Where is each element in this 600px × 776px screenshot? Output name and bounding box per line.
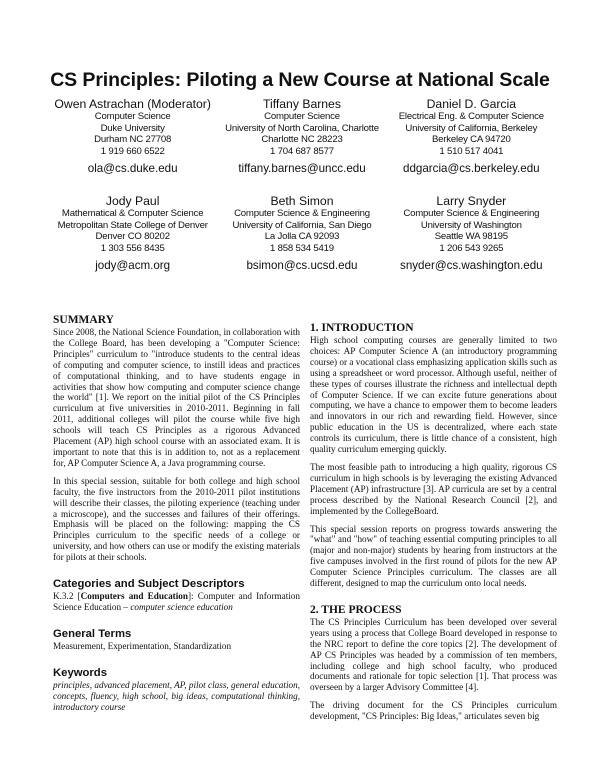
author-dept: Electrical Eng. & Computer Science bbox=[398, 111, 544, 122]
author-institution: University of Washington bbox=[420, 219, 522, 231]
process-paragraph: The CS Principles Curriculum has been developed over several years using a process that College Board developed in response to the NRC report to define the core topics [2]. The development of AP CS Principles was headed by a commission of ten members, including college and high school faculty, who produced documents and rationale for topic selection [1]. That process was overseen by a larger Advisory Committee [4]. bbox=[310, 616, 557, 693]
keywords-text: principles, advanced placement, AP, pilot class, general education, concepts, fluency, high school, big ideas, computational thinking, introductory course bbox=[53, 679, 300, 712]
keywords-heading: Keywords bbox=[53, 666, 107, 679]
right-column bbox=[310, 314, 557, 729]
author-block bbox=[48, 194, 217, 273]
author-block bbox=[217, 194, 386, 273]
categories-heading: Categories and Subject Descriptors bbox=[53, 578, 245, 591]
author-name: Daniel D. Garcia bbox=[426, 97, 517, 111]
author-email: ola@cs.duke.edu bbox=[87, 162, 178, 175]
author-address: Durham NC 27708 bbox=[94, 134, 172, 145]
author-address: Berkeley CA 94720 bbox=[431, 134, 511, 145]
author-phone: 1 858 534 5419 bbox=[270, 242, 334, 254]
author-phone: 1 206 543 9265 bbox=[439, 242, 504, 254]
author-email: jody@acm.org bbox=[95, 259, 171, 272]
author-institution: Metropolitan State College of Denver bbox=[57, 219, 208, 231]
author-block bbox=[387, 194, 556, 273]
author-name: Beth Simon bbox=[270, 194, 334, 208]
introduction-paragraph: High school computing courses are generally limited to two choices: AP Computer Science A (an introductory programming course) or a vocational class emphasizing application skills such as using a spreadsheet or word processor. Although useful, neither of these types of courses illustrate the richness and intellectual depth of Computer Science. If we can excite future generations about computing, we have a chance to empower them to become leaders and innovators in our rich and rewarding field. However, since public education in the US is decentralized, where each state controls its curriculum, there is little chance of a consistent, high quality curriculum emerging quickly. bbox=[310, 335, 557, 455]
general-terms-text: Measurement, Experimentation, Standardization bbox=[53, 640, 232, 651]
author-phone: 1 919 660 6522 bbox=[100, 145, 165, 157]
author-address: Seattle WA 98195 bbox=[434, 231, 508, 242]
categories-text: K.3.2 [Computers and Education]: Computer and Information Science Education – computer science education bbox=[53, 591, 300, 612]
author-block bbox=[217, 97, 386, 176]
author-address: La Jolla CA 92093 bbox=[264, 231, 340, 242]
author-dept: Mathematical & Computer Science bbox=[61, 208, 204, 219]
author-name: Owen Astrachan (Moderator) bbox=[54, 97, 211, 111]
author-institution: University of California, Berkeley bbox=[405, 122, 538, 134]
author-row-1 bbox=[48, 97, 556, 176]
introduction-paragraph: The most feasible path to introducing a high quality, rigorous CS curriculum in high schools is by leveraging the existing Advanced Placement (AP) infrastructure [3]. AP curricula are set by a central process described by the National Research Council [2], and implemented by the CollegeBoard. bbox=[310, 461, 557, 516]
author-address: Denver CO 80202 bbox=[95, 231, 170, 242]
introduction-paragraph: This special session reports on progress towards answering the "what" and "how" of teaching essential computing principles to all (major and non-major) students by hearing from instructors at the five campuses involved in the first round of pilots for the new AP Computer Science Principles curriculum. The classes are all different, designed to map the curriculum onto local needs. bbox=[310, 523, 557, 589]
author-dept: Computer Science bbox=[94, 111, 171, 122]
author-name: Tiffany Barnes bbox=[263, 97, 341, 111]
summary-paragraph: Since 2008, the National Science Foundation, in collaboration with the College Board, has been developing a "Computer Science: Principles" curriculum to "introduce students to the central ideas of computing and computer science, to instill ideas and practices of computational thinking, and to have students engage in activities that show how computing and computer science change the world" [1]. We report on the initial pilot of the CS Principles curriculum at five universities in 2010-2011. Beginning in fall 2011, additional colleges will pilot the course while five high schools will teach CS Principles as a rigorous Advanced Placement (AP) high school course with an associated exam. It is important to note that this is in addition to, not as a replacement for, AP Computer Science A, a Java programming course. bbox=[53, 327, 300, 468]
author-institution: Duke University bbox=[100, 122, 165, 134]
author-email: ddgarcia@cs.berkeley.edu bbox=[403, 162, 540, 175]
author-email: tiffany.barnes@uncc.edu bbox=[238, 162, 366, 175]
author-institution: University of California, San Diego bbox=[232, 219, 372, 231]
process-heading: 2. THE PROCESS bbox=[310, 603, 402, 616]
author-email: bsimon@cs.ucsd.edu bbox=[246, 259, 358, 272]
author-row-2 bbox=[48, 194, 556, 273]
author-email: snyder@cs.washington.edu bbox=[400, 259, 543, 272]
author-block bbox=[387, 97, 556, 176]
author-block bbox=[48, 97, 217, 176]
author-dept: Computer Science & Engineering bbox=[403, 208, 540, 219]
introduction-heading: 1. INTRODUCTION bbox=[310, 322, 414, 334]
author-dept: Computer Science bbox=[264, 111, 340, 122]
author-phone: 1 704 687 8577 bbox=[270, 145, 334, 157]
left-column bbox=[53, 314, 300, 719]
author-phone: 1 510 517 4041 bbox=[439, 145, 504, 157]
summary-heading: SUMMARY bbox=[53, 314, 114, 326]
process-paragraph: The driving document for the CS Principles curriculum development, "CS Principles: Big Ideas," articulates seven big bbox=[310, 700, 557, 722]
paper-title: CS Principles: Piloting a New Course at National Scale bbox=[50, 69, 550, 91]
author-dept: Computer Science & Engineering bbox=[234, 208, 370, 219]
general-terms-heading: General Terms bbox=[53, 627, 132, 640]
author-name: Larry Snyder bbox=[436, 194, 507, 208]
summary-paragraph: In this special session, suitable for both college and high school faculty, the five instructors from the 2010-2011 pilot institutions will describe their classes, the piloting experience (teaching under a microscope), and the successes and failures of their offerings. Emphasis will be placed on the following: mapping the CS Principles curriculum to the specific needs of a college or university, and how others can use or modify the existing materials for pilots at their schools. bbox=[53, 475, 300, 563]
author-name: Jody Paul bbox=[105, 194, 160, 208]
author-address: Charlotte NC 28223 bbox=[261, 134, 343, 145]
author-phone: 1 303 556 8435 bbox=[100, 242, 165, 254]
author-institution: University of North Carolina, Charlotte bbox=[225, 122, 379, 134]
